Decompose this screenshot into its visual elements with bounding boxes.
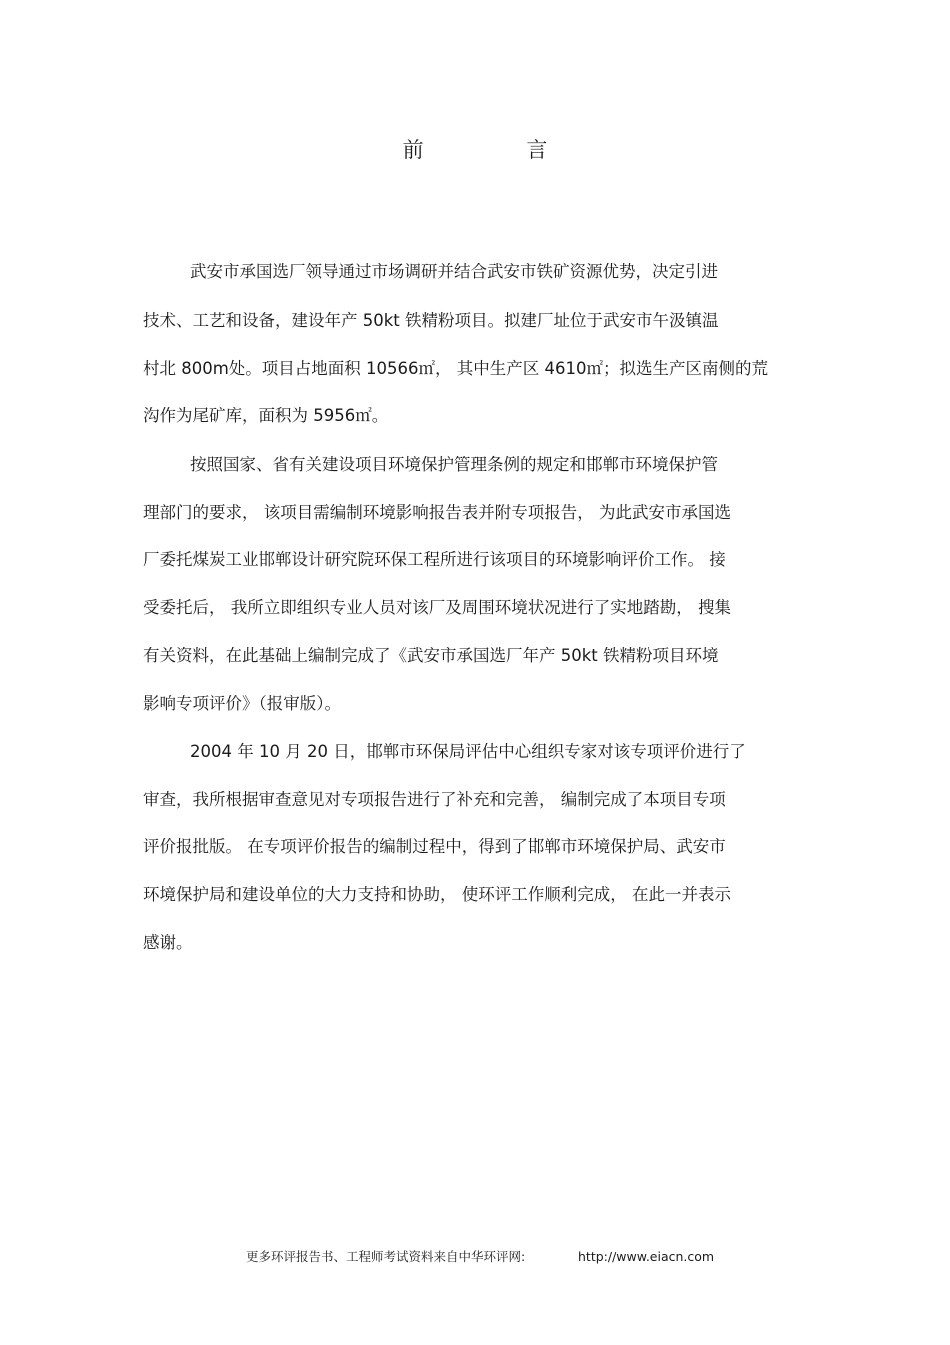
page-title: 前 言: [402, 138, 596, 162]
paragraph-1-line-4: 沟作为尾矿库，面积为 5956㎡。: [143, 406, 389, 425]
paragraph-2-line-4: 受委托后， 我所立即组织专业人员对该厂及周围环境状况进行了实地踏勘， 搜集: [143, 598, 731, 617]
paragraph-3-line-3: 评价报批版。 在专项评价报告的编制过程中，得到了邯郸市环境保护局、武安市: [143, 837, 726, 856]
paragraph-3-line-2: 审查，我所根据审查意见对专项报告进行了补充和完善， 编制完成了本项目专项: [143, 790, 726, 809]
paragraph-1-line-3: 村北 800m处。项目占地面积 10566㎡， 其中生产区 4610㎡；拟选生产区南侧的荒: [143, 359, 769, 378]
paragraph-2-line-5: 有关资料，在此基础上编制完成了《武安市承国选厂年产 50kt 铁精粉项目环境: [143, 646, 719, 665]
paragraph-2-line-2: 理部门的要求， 该项目需编制环境影响报告表并附专项报告， 为此武安市承国选: [143, 503, 731, 522]
paragraph-3-line-5: 感谢。: [143, 933, 193, 952]
paragraph-2-line-1: 按照国家、省有关建设项目环境保护管理条例的规定和邯郸市环境保护管: [190, 455, 718, 474]
footer-link[interactable]: http://www.eiacn.com: [578, 1249, 715, 1264]
paragraph-3-line-4: 环境保护局和建设单位的大力支持和协助， 使环评工作顺利完成， 在此一并表示: [143, 885, 731, 904]
paragraph-2-line-6: 影响专项评价》（报审版）。: [143, 694, 341, 713]
paragraph-3-line-1: 2004 年 10 月 20 日，邯郸市环保局评估中心组织专家对该专项评价进行了: [190, 742, 746, 761]
paragraph-2-line-3: 厂委托煤炭工业邯郸设计研究院环保工程所进行该项目的环境影响评价工作。 接: [143, 550, 726, 569]
paragraph-1-line-2: 技术、工艺和设备，建设年产 50kt 铁精粉项目。拟建厂址位于武安市午汲镇温: [143, 311, 719, 330]
footer-text: 更多环评报告书、工程师考试资料来自中华环评网:: [246, 1249, 526, 1264]
paragraph-1-line-1: 武安市承国选厂领导通过市场调研并结合武安市铁矿资源优势，决定引进: [190, 262, 718, 281]
